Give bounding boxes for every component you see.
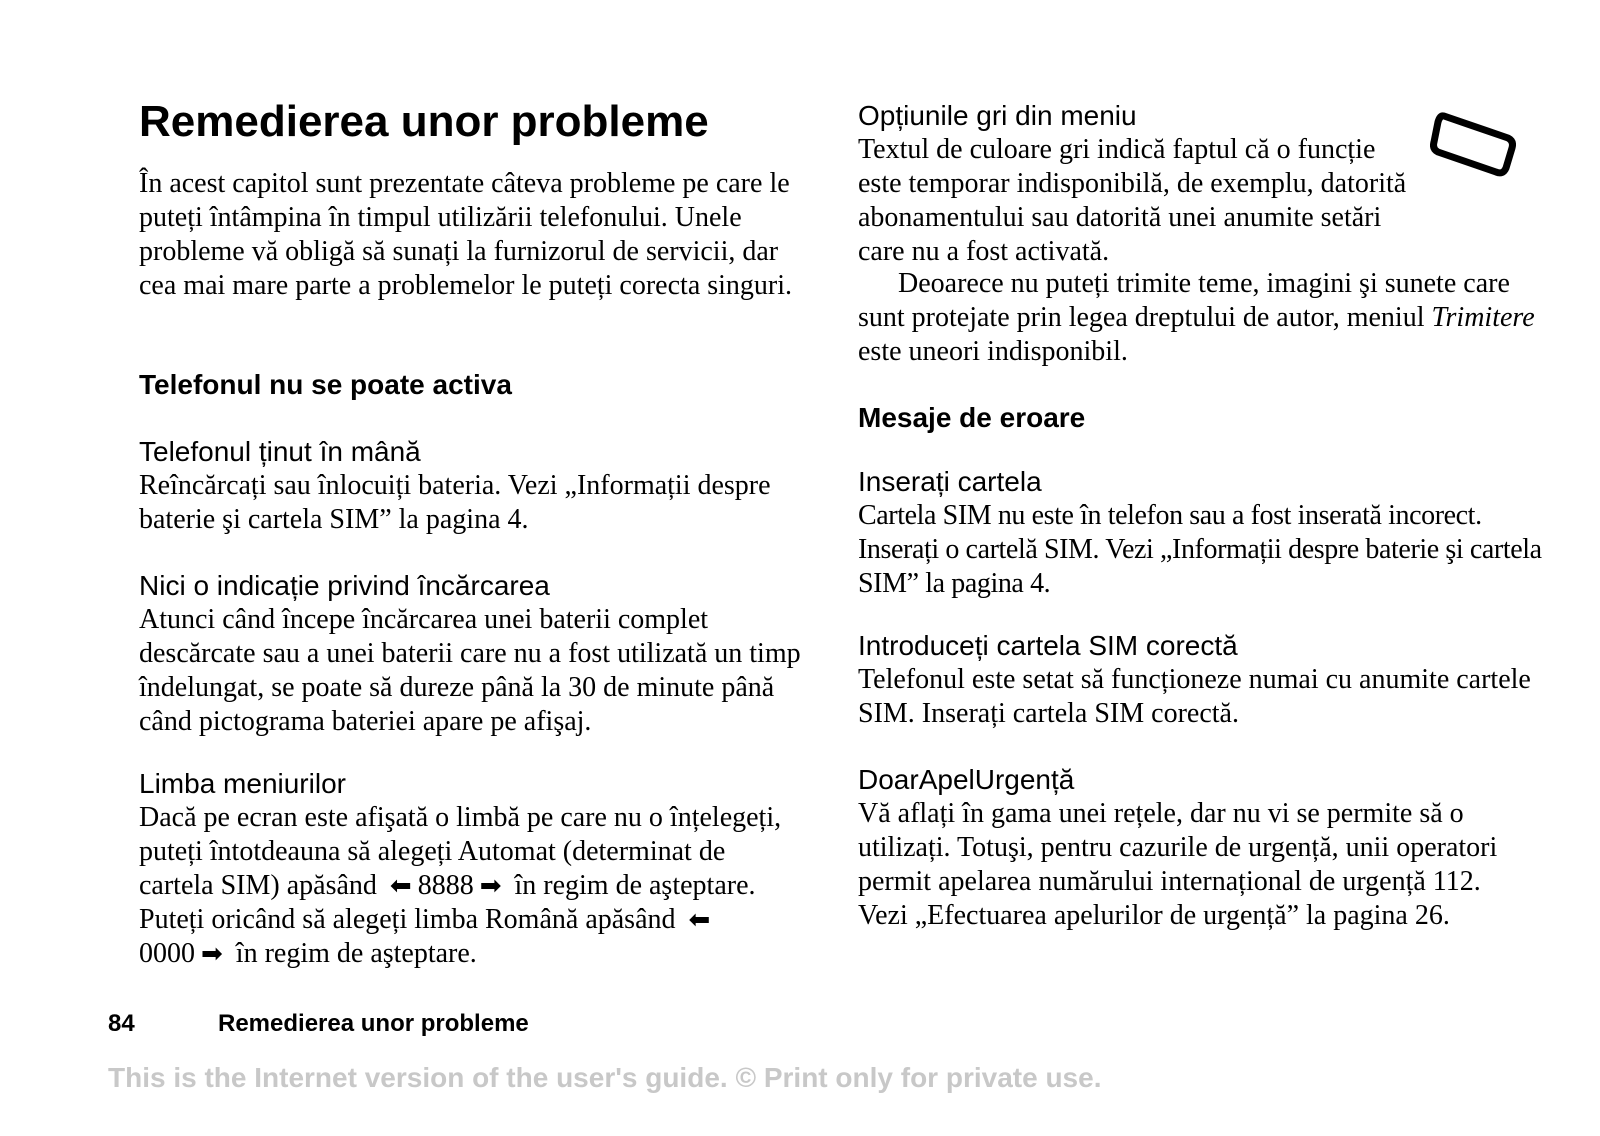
language-code-2: 0000 <box>139 938 195 969</box>
right-arrow-icon: ➡ <box>479 871 502 901</box>
language-text-b: în regim de aşteptare. Puteți oricând să alegeți limba Română apăsând <box>139 870 756 935</box>
subheading-menu-language: Limba meniurilor <box>139 768 346 799</box>
right-arrow-icon: ➡ <box>201 939 223 969</box>
left-arrow-icon: ⬅ <box>389 871 412 901</box>
paragraph-emergency-only: Vă aflați în gama unei rețele, dar nu vi se permite să o utilizați. Totuşi, pentru cazurile de urgență, unii operatori permit apelarea numărului internațional de urgență 112. Vezi „Efectuarea apelurilor de urgență” la pagina 26. <box>858 798 1498 931</box>
page-title: Remedierea unor probleme <box>139 97 709 146</box>
subheading-insert-card: Inserați cartela <box>858 466 1042 497</box>
paragraph-no-charging: Atunci când începe încărcarea unei baterii complet descărcate sau a unei baterii care nu a fost utilizată un timp îndelungat, se poate să dureze până la 30 de minute până când pictograma bateriei apare pe afişaj. <box>139 604 801 737</box>
language-text-c: în regim de aşteptare. <box>235 938 477 969</box>
paragraph-grey-options: Textul de culoare gri indică faptul că o funcție este temporar indisponibilă, de exemplu, datorită abonamentului sau datorită unei anumite setări care nu a fost activată. <box>858 134 1407 267</box>
subheading-correct-sim: Introduceți cartela SIM corectă <box>858 630 1238 661</box>
language-code-1: 8888 <box>417 870 474 901</box>
paragraph-correct-sim: Telefonul este setat să funcționeze numai cu anumite cartele SIM. Inserați cartela SIM corectă. <box>858 664 1531 729</box>
paragraph-copyright-protection <box>858 267 1558 369</box>
menu-name-trimitere: Trimitere <box>1431 302 1535 333</box>
intro-paragraph: În acest capitol sunt prezentate câteva probleme pe care le puteți întâmpina în timpul utilizării telefonului. Unele probleme vă obligă să sunați la furnizorul de servicii, dar cea mai mare parte a problemelor le puteți corecta singuri. <box>139 168 793 301</box>
paragraph-phone-held: Reîncărcați sau înlocuiți bateria. Vezi „Informații despre baterie şi cartela SIM” la pagina 4. <box>139 470 771 535</box>
left-arrow-icon: ⬅ <box>688 905 711 935</box>
section-heading-activation: Telefonul nu se poate activa <box>139 369 512 400</box>
paragraph-menu-language <box>139 801 804 971</box>
grey-menu-key-icon <box>1430 112 1516 180</box>
subheading-emergency-only: DoarApelUrgență <box>858 764 1075 795</box>
protect-text-a: Deoarece nu puteți trimite teme, imagini şi sunete care sunt protejate prin legea dreptului de autor, meniul <box>858 268 1510 333</box>
subheading-phone-held: Telefonul ținut în mână <box>139 436 421 467</box>
subheading-grey-options: Opțiunile gri din meniu <box>858 100 1137 131</box>
protect-text-b: este uneori indisponibil. <box>858 336 1128 367</box>
subheading-no-charging: Nici o indicație privind încărcarea <box>139 570 550 601</box>
section-heading-error-messages: Mesaje de eroare <box>858 402 1086 433</box>
language-text-a: Dacă pe ecran este afişată o limbă pe care nu o înțelegeți, puteți întotdeauna să alegeți Automat (determinat de cartela SIM) apăsând <box>139 802 782 901</box>
internet-version-notice: This is the Internet version of the user's guide. © Print only for private use. <box>108 1062 1102 1093</box>
footer-chapter-title: Remedierea unor probleme <box>218 1010 529 1037</box>
paragraph-insert-card: Cartela SIM nu este în telefon sau a fost inserată incorect. Inserați o cartelă SIM. Vezi „Informații despre baterie şi cartela SIM” la pagina 4. <box>858 500 1542 599</box>
page-number: 84 <box>108 1010 135 1037</box>
